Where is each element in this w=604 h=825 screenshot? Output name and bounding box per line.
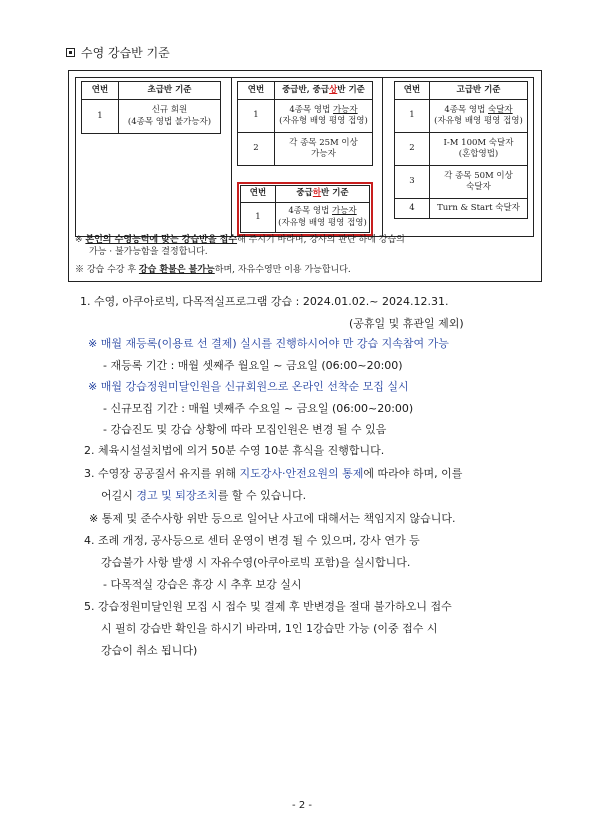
lower-intermediate-class-table bbox=[240, 185, 370, 233]
recruit-change-note: - 강습진도 및 강습 상황에 따라 모집인원은 변경 될 수 있음 bbox=[103, 423, 387, 436]
intermediate-class-table bbox=[237, 81, 373, 166]
new-recruit-notice: ※ 매월 강습정원미달인원을 신규회원으로 온라인 선착순 모집 실시 bbox=[88, 380, 409, 393]
advanced-class-table bbox=[394, 81, 528, 219]
item-text: 를 할 수 있습니다. bbox=[217, 489, 307, 502]
criteria-line: 신규 회원 bbox=[151, 105, 188, 116]
criteria-text: 가능자 bbox=[332, 206, 357, 217]
item-4-free-swim: 강습불가 사항 발생 시 자유수영(아쿠아로빅 포함)을 실시합니다. bbox=[101, 556, 411, 569]
section-title: 수영 강습반 기준 bbox=[81, 46, 170, 60]
criteria-text: 4종목 영법 bbox=[444, 104, 488, 115]
criteria-text: 4종목 영법 bbox=[288, 206, 332, 217]
section-heading bbox=[66, 44, 170, 61]
col-header-no: 연번 bbox=[82, 82, 119, 100]
item-emphasis: 지도강사·안전요원의 통제 bbox=[239, 467, 364, 480]
note-text: 하며, 자유수영만 이용 가능합니다. bbox=[214, 265, 351, 275]
class-criteria-box bbox=[68, 70, 542, 282]
col-header-criteria bbox=[275, 82, 373, 100]
note-emphasis: 강습 환불은 불가능 bbox=[138, 265, 215, 275]
item-3-warning bbox=[101, 489, 306, 502]
row-criteria bbox=[275, 133, 373, 166]
row-no: 1 bbox=[241, 203, 276, 233]
criteria-line bbox=[277, 105, 370, 116]
item-text: 3. 수영장 공공질서 유지를 위해 bbox=[84, 467, 240, 480]
table-row bbox=[395, 199, 528, 219]
col-header-no: 연번 bbox=[395, 82, 430, 100]
row-no: 1 bbox=[395, 100, 430, 133]
criteria-text: 가능자 bbox=[333, 104, 358, 115]
note-text: 해 주시기 바라며, 강사의 판단 하에 강습의 bbox=[237, 235, 405, 245]
re-register-period: - 재등록 기간 : 매월 셋째주 월요일 ~ 금요일 (06:00~20:00) bbox=[103, 359, 403, 372]
col-header-criteria bbox=[276, 186, 370, 203]
note-mark: ※ bbox=[75, 235, 86, 245]
item-4-makeup: - 다목적실 강습은 휴강 시 추후 보강 실시 bbox=[103, 578, 302, 591]
criteria-text: 숙달자 bbox=[488, 104, 513, 115]
criteria-line: (자유형 배영 평영 접영) bbox=[279, 116, 368, 126]
header-part: 반 기준 bbox=[337, 84, 365, 95]
criteria-line: 각 종목 25M 이상 bbox=[289, 137, 358, 148]
criteria-tables-area bbox=[75, 77, 534, 237]
row-criteria bbox=[119, 100, 221, 134]
item-1-exclusion: (공휴일 및 휴관일 제외) bbox=[349, 317, 464, 330]
note-level-test bbox=[75, 234, 405, 258]
col-header-no: 연번 bbox=[241, 186, 276, 203]
col-header-no: 연번 bbox=[238, 82, 275, 100]
page-number: - 2 - bbox=[292, 800, 312, 811]
header-highlight: 하 bbox=[312, 188, 322, 199]
criteria-line: I-M 100M 숙달자 bbox=[443, 137, 514, 148]
item-5-one-class: 시 필히 강습반 확인을 하시기 바라며, 1인 1강습만 가능 (이중 접수 시 bbox=[101, 622, 438, 635]
note-refund bbox=[75, 264, 351, 276]
new-recruit-period: - 신규모집 기간 : 매월 넷째주 수요일 ~ 금요일 (06:00~20:00) bbox=[103, 402, 414, 415]
row-no: 2 bbox=[395, 133, 430, 166]
item-4-changes: 4. 조례 개정, 공사등으로 센터 운영이 변경 될 수 있으며, 강사 연가 등 bbox=[84, 534, 420, 547]
square-bullet-icon bbox=[66, 48, 75, 57]
criteria-line: 각 종목 50M 이상 bbox=[444, 170, 513, 181]
header-part: 중급 bbox=[296, 188, 313, 199]
table-row bbox=[395, 100, 528, 133]
col-header-criteria: 고급반 기준 bbox=[430, 82, 528, 100]
col-header-criteria: 초급반 기준 bbox=[119, 82, 221, 100]
item-3-order bbox=[84, 467, 462, 480]
note-emphasis: 본인의 수영능력에 맞는 강습반을 접수 bbox=[85, 235, 238, 245]
row-criteria: Turn & Start 숙달자 bbox=[430, 199, 528, 219]
criteria-line: (자유형 배영 평영 접영) bbox=[278, 217, 367, 228]
row-no: 4 bbox=[395, 199, 430, 219]
criteria-text: 4종목 영법 bbox=[289, 104, 333, 115]
item-text: 에 따라야 하며, 이를 bbox=[363, 467, 463, 480]
row-no: 1 bbox=[82, 100, 119, 134]
row-criteria bbox=[430, 166, 528, 199]
table-row bbox=[241, 203, 370, 233]
item-1-period: 1. 수영, 아쿠아로빅, 다목적실프로그램 강습 : 2024.01.02.~ 2024.12.31. bbox=[80, 295, 449, 308]
criteria-line: (4종목 영법 불가능자) bbox=[127, 116, 212, 127]
lower-intermediate-highlight-box bbox=[237, 182, 373, 236]
re-register-notice: ※ 매월 재등록(이용료 선 결제) 실시를 진행하시어야 만 강습 지속참여 가능 bbox=[88, 337, 449, 350]
criteria-line: (자유형 배영 평영 접영) bbox=[434, 116, 523, 126]
table-row bbox=[395, 133, 528, 166]
item-5-cancel: 강습이 취소 됩니다) bbox=[101, 644, 198, 657]
item-2-rest: 2. 체육시설설치법에 의거 50분 수영 10분 휴식을 진행합니다. bbox=[84, 444, 385, 457]
item-text: 어길시 bbox=[101, 489, 137, 502]
table-row bbox=[238, 133, 373, 166]
row-no: 1 bbox=[238, 100, 275, 133]
column-divider bbox=[231, 78, 232, 236]
table-row bbox=[238, 100, 373, 133]
criteria-line: 숙달자 bbox=[466, 182, 491, 192]
row-criteria bbox=[275, 100, 373, 133]
row-criteria bbox=[430, 100, 528, 133]
note-text: 가능 · 불가능함을 결정합니다. bbox=[89, 247, 208, 258]
header-part: 반 기준 bbox=[321, 188, 349, 199]
basic-class-table bbox=[81, 81, 221, 134]
row-no: 2 bbox=[238, 133, 275, 166]
item-emphasis: 경고 및 퇴장조치 bbox=[136, 489, 218, 502]
table-row bbox=[82, 100, 221, 134]
note-text: ※ 강습 수강 후 bbox=[75, 265, 139, 275]
criteria-line: 가능자 bbox=[311, 149, 336, 159]
criteria-line: (혼합영법) bbox=[458, 149, 499, 159]
item-5-change-policy: 5. 강습정원미달인원 모집 시 접수 및 결제 후 반변경을 절대 불가하오니 접수 bbox=[84, 600, 452, 613]
row-no: 3 bbox=[395, 166, 430, 199]
header-part: 중급반, 중급 bbox=[282, 84, 330, 95]
criteria-line bbox=[278, 206, 367, 217]
row-criteria bbox=[430, 133, 528, 166]
table-row bbox=[395, 166, 528, 199]
column-divider bbox=[382, 78, 383, 236]
liability-notice: ※ 통제 및 준수사항 위반 등으로 일어난 사고에 대해서는 책임지지 않습니다. bbox=[89, 512, 456, 525]
criteria-line bbox=[432, 105, 525, 116]
row-criteria bbox=[276, 203, 370, 233]
header-highlight: 상 bbox=[329, 84, 338, 95]
